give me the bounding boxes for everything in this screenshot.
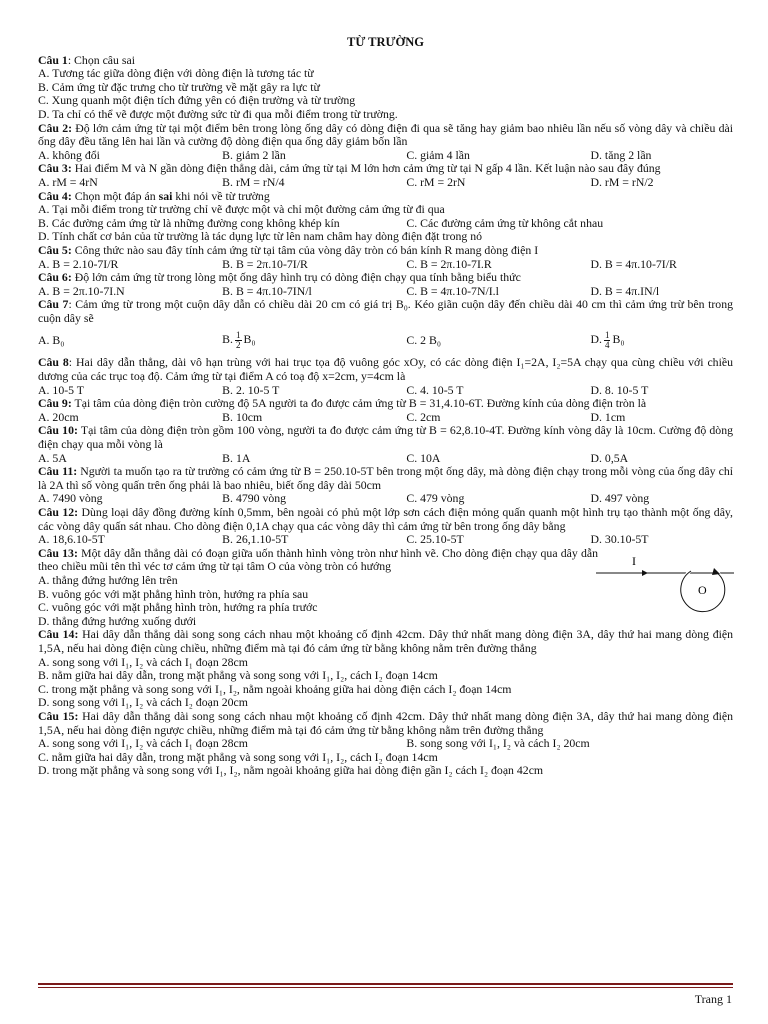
question-text: Người ta muốn tạo ra từ trường có cảm ứng từ B = 250.10-5T bên trong một ống dây, mà dòng điện chạy trong mỗi vòng của ống dây chỉ là 2A thì số vòng quấn trên ống phải là bao nhiêu, biết ống dây dài 50cm [38, 464, 733, 492]
question-label: Câu 7 [38, 297, 69, 312]
question-text: Dùng loại dây đồng đường kính 0,5mm, bên ngoài có phủ một lớp sơn cách điện mỏng quấn quanh một hình trụ tạo thành một ống dây, các vòng dây quấn sát nhau. Cho dòng điện 0,1A chạy qua các vòng dây thì cảm ứng từ bên trong ống dây bằng [38, 505, 734, 533]
question-text: Độ lớn cảm ứng từ trong lòng một ống dây hình trụ có dòng điện chạy qua tính bằng biểu thức [71, 270, 521, 285]
question-5 [38, 244, 733, 271]
option-b: B. $\frac{1}{2}$ B₀ [222, 330, 256, 351]
option-d: D. tăng 2 lần [590, 147, 652, 162]
current-label: I [632, 553, 636, 568]
option-b: B. 26,1.10-5T [222, 532, 289, 547]
option-b: B. Cảm ứng từ đặc trưng cho từ trường về mặt gây ra lực từ [38, 79, 320, 94]
option-b: B. nằm giữa hai dây dẫn, trong mặt phẳng và song song với I₁, I₂, cách I₂ đoạn 14cm [38, 668, 438, 683]
question-6 [38, 271, 733, 298]
option-a: A. 20cm [38, 409, 79, 424]
option-b: B. vuông góc với mặt phẳng hình tròn, hướng ra phía sau [38, 586, 309, 601]
question-12 [38, 506, 733, 547]
option-c: C. Xung quanh một điện tích đứng yên có điện trường và từ trường [38, 93, 356, 108]
wire-loop-figure [596, 549, 736, 613]
option-c: C. B = 4π.10-7N/I.l [406, 283, 499, 298]
question-text: Hai dây dẫn thẳng dài song song cách nhau một khoảng cố định 42cm. Dây thứ nhất mang dòng điện 3A, dây thứ hai mang dòng điện 1,5A, nếu hai dòng điện cùng chiều, những điểm mà tại đó cảm ứng từ bằng không nằm trên đường thẳng [38, 627, 733, 655]
question-label: Câu 1 [38, 52, 68, 67]
current-arrow-icon [642, 570, 648, 576]
fraction-quarter: $\frac{1}{4}$ [604, 330, 610, 351]
question-label: Câu 8 [38, 355, 69, 370]
question-8 [38, 356, 733, 397]
option-d: D. Ta chỉ có thể vẽ được một đường sức từ đi qua mỗi điểm trong từ trường. [38, 106, 398, 121]
option-b: B. giảm 2 lần [222, 147, 286, 162]
option-a: A. không đổi [38, 147, 100, 162]
option-d: D. B = 4π.IN/l [590, 283, 660, 298]
footer-rule [38, 983, 733, 985]
question-text: Hai điểm M và N gần dòng điện thẳng dài, cảm ứng từ tại M lớn hơn cảm ứng từ tại N gấp 4 lần. Kết luận nào sau đây đúng [71, 161, 661, 176]
worksheet-page [38, 36, 733, 778]
question-text-end: khi nói về từ trường [172, 188, 270, 203]
option-a: A. thẳng đứng hướng lên trên [38, 572, 178, 587]
option-c: C. B = 2π.10-7I.R [406, 256, 492, 271]
page-number: Trang 1 [694, 992, 732, 1006]
center-label: O [698, 582, 707, 597]
question-text: : Hai dây dẫn thẳng, dài vô hạn trùng với hai trục tọa độ vuông góc xOy, có các dòng điện I₁=2A, I₂=5A chạy qua cùng chiều với chiều dương của các trục toạ độ. Cảm ứng từ tại điểm A có toạ độ x=2cm, y=4cm là [38, 355, 733, 384]
option-c: C. 2 B₀ [406, 333, 441, 348]
question-3 [38, 162, 733, 189]
option-b: B. 4790 vòng [222, 491, 287, 506]
option-a: A. B = 2π.10-7I.N [38, 283, 125, 298]
option-c: C. vuông góc với mặt phẳng hình tròn, hướng ra phía trước [38, 600, 318, 615]
option-a: A. 18,6.10-5T [38, 532, 105, 547]
option-a: A. song song với I₁, I₂ và cách I₁ đoạn 28cm [38, 654, 248, 669]
option-d: D. trong mặt phẳng và song song với I₁, I₂, nằm ngoài khoảng giữa hai dòng điện gần I₂ cách I₂ đoạn 42cm [38, 763, 544, 778]
page-title: TỪ TRƯỜNG [347, 35, 424, 49]
option-d: D. Tính chất cơ bản của từ trường là tác dụng lực từ lên nam châm hay dòng điện đặt trong nó [38, 229, 483, 244]
option-c: C. nằm giữa hai dây dẫn, trong mặt phẳng và song song với I₁, I₂, cách I₂ đoạn 14cm [38, 749, 438, 764]
question-4 [38, 190, 733, 244]
option-c: C. 2cm [406, 409, 441, 424]
question-14 [38, 628, 733, 710]
question-label: Câu 12: [38, 505, 79, 519]
option-d: D. 1cm [590, 409, 626, 424]
question-13 [38, 547, 733, 629]
question-11 [38, 465, 733, 506]
question-label: Câu 13: [38, 545, 78, 560]
option-a: A. song song với I₁, I₂ và cách I₁ đoạn 28cm [38, 736, 248, 751]
question-emphasis: sai [158, 188, 173, 203]
option-d: D. 497 vòng [590, 491, 650, 506]
option-b: B. Các đường cảm ứng từ là những đường cong không khép kín [38, 215, 340, 230]
question-7 [38, 298, 733, 356]
question-text: Độ lớn cảm ứng từ tại một điểm bên trong lòng ống dây có dòng điện đi qua sẽ tăng hay giảm bao nhiêu lần nếu số vòng dây và chiều dài ống dây đều tăng lên hai lần và cường độ dòng điện qua ống dây giảm bốn lần [38, 120, 733, 149]
question-2 [38, 122, 733, 163]
question-text: Hai dây dẫn thẳng dài song song cách nhau một khoảng cố định 42cm. Dây thứ nhất mang dòng điện 3A, dây thứ hai mang dòng điện 1,5A, nếu hai dòng điện ngược chiều, những điểm mà tại đó cảm ứng từ bằng không nằm trên đường thẳng [38, 708, 733, 737]
option-a: A. Tại mỗi điểm trong từ trường chỉ vẽ được một và chỉ một đường cảm ứng từ đi qua [38, 202, 445, 217]
option-d: D. 30.10-5T [590, 532, 649, 547]
option-a: A. B₀ [38, 333, 65, 348]
question-10 [38, 424, 733, 465]
question-label: Câu 15: [38, 708, 79, 723]
question-label: Câu 9: [38, 396, 72, 411]
option-a: A. 7490 vòng [38, 491, 103, 506]
question-text: Tại tâm của dòng điện tròn cường độ 5A người ta đo được cảm ứng từ B = 31,4.10-6T. Đường kính của dòng điện tròn là [71, 396, 647, 411]
option-b: B. 1A [222, 450, 251, 465]
option-b: B. 10cm [222, 409, 263, 424]
question-9 [38, 397, 733, 424]
question-text: Một dây dẫn thẳng dài có đoạn giữa uốn thành hình vòng tròn như hình vẽ. Cho dòng điện chạy qua dây dẫn theo chiều mũi tên thì véc tơ cảm ứng từ tại tâm O của vòng tròn có hướng [38, 545, 598, 574]
question-label: Câu 11: [38, 464, 78, 479]
question-text: : Chọn câu sai [67, 52, 135, 67]
fraction-half: $\frac{1}{2}$ [236, 330, 241, 351]
option-c: C. 4. 10-5 T [406, 382, 464, 397]
option-b: B. B = 4π.10-7IN/l [222, 283, 312, 298]
question-label: Câu 4: [38, 188, 72, 203]
option-a: A. 5A [38, 450, 67, 465]
option-d: D. $\frac{1}{4}$ B₀ [590, 330, 625, 351]
question-label: Câu 10: [38, 423, 78, 438]
question-text: : Cảm ứng từ trong một cuộn dây dẫn có chiều dài 20 cm có giá trị B₀. Kéo giãn cuộn dây đến chiều dài 40 cm thì cảm ứng trừ bên trong cuộn dây sẽ [38, 297, 734, 325]
question-label: Câu 5: [38, 242, 72, 257]
option-a: A. B = 2.10-7I/R [38, 256, 119, 271]
option-c: C. trong mặt phẳng và song song với I₁, I₂, nằm ngoài khoảng giữa hai dòng điện cách I₂ đoạn 14cm [38, 681, 512, 696]
option-c: C. 25.10-5T [406, 532, 464, 547]
question-text: Chọn một đáp án [71, 188, 159, 203]
option-c: C. 479 vòng [406, 491, 465, 506]
question-label: Câu 2: [38, 120, 73, 135]
option-d: D. rM = rN/2 [590, 174, 654, 189]
question-text: Công thức nào sau đây tính cảm ứng từ tại tâm của vòng dây tròn có bán kính R mang dòng điện I [71, 242, 539, 257]
option-c: C. 10A [406, 450, 441, 465]
question-label: Câu 3: [38, 161, 72, 176]
option-d: D. 0,5A [590, 450, 629, 465]
question-text: Tại tâm của dòng điện tròn gồm 100 vòng, người ta đo được cảm ứng từ B = 62,8.10-4T. Đường kính vòng dây là 10cm. Cường độ dòng điện chạy qua mỗi vòng là [38, 423, 733, 452]
footer-rule-thin [38, 987, 733, 988]
question-label: Câu 6: [38, 270, 72, 285]
option-d: D. 8. 10-5 T [590, 382, 649, 397]
option-c: C. rM = 2rN [406, 174, 466, 189]
option-b: B. song song với I₁, I₂ và cách I₂ 20cm [406, 736, 590, 751]
option-d: D. song song với I₁, I₂ và cách I₂ đoạn 20cm [38, 695, 248, 710]
option-c: C. Các đường cảm ứng từ không cắt nhau [406, 215, 604, 230]
option-b: B. rM = rN/4 [222, 174, 285, 189]
question-1 [38, 54, 733, 122]
question-label: Câu 14: [38, 627, 79, 642]
option-a: A. rM = 4rN [38, 174, 98, 189]
option-d: D. thẳng đứng hướng xuống dưới [38, 613, 197, 628]
option-a: A. 10-5 T [38, 382, 84, 397]
option-d: D. B = 4π.10-7I/R [590, 256, 677, 271]
question-15 [38, 710, 733, 778]
option-b: B. B = 2π.10-7I/R [222, 256, 308, 271]
option-a: A. Tương tác giữa dòng điện với dòng điện là tương tác từ [38, 66, 314, 81]
option-b: B. 2. 10-5 T [222, 382, 280, 397]
option-c: C. giảm 4 lần [406, 147, 470, 162]
